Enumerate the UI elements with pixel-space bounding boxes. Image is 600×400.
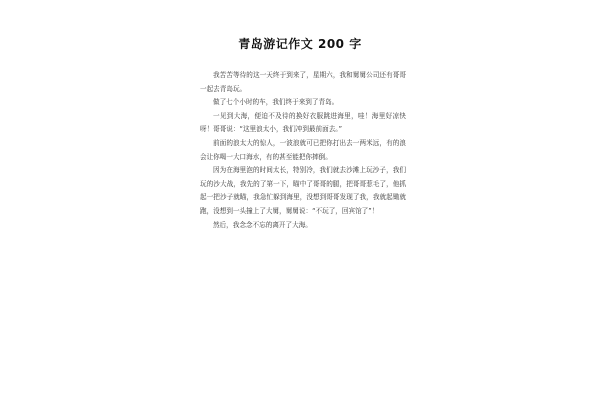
paragraph: 然后，我念念不忘的离开了大海。 bbox=[213, 220, 312, 229]
page-title: 青岛游记作文 200 字 bbox=[238, 37, 362, 51]
paragraph: 因为在海里泡的时间太长，特别冷，我们就去沙滩上玩沙子，我们玩的沙大战，我先的了第一下，瞄中了哥哥的腿，把哥哥惹毛了，他抓起一把沙子就瞄，我急忙躲到海里，没想到哥哥发现了我，我就起锄就跑，没想到一头撞上了大舅，舅舅说：“不玩了，回宾馆了”！ bbox=[200, 166, 406, 215]
paragraph: 做了七个小时的车，我们终于来到了青岛。 bbox=[213, 98, 339, 107]
paragraph: 前面的浪太大的惊人，一波浪就可已把你打出去一两米远，有的浪会让你喝一大口海水，有的甚至能把你摔倒。 bbox=[200, 138, 406, 161]
paragraph: 一见到大海，便迫不及待的换好衣服跳进海里，哇！海里好凉快呀！哥哥说：“这里浪太小，我们冲到最前面去。” bbox=[200, 111, 406, 134]
essay-body bbox=[200, 69, 406, 232]
paragraph: 我苦苦等待的这一天终于到来了，星期六，我和舅舅公司还有哥哥一起去青岛玩。 bbox=[200, 71, 406, 93]
